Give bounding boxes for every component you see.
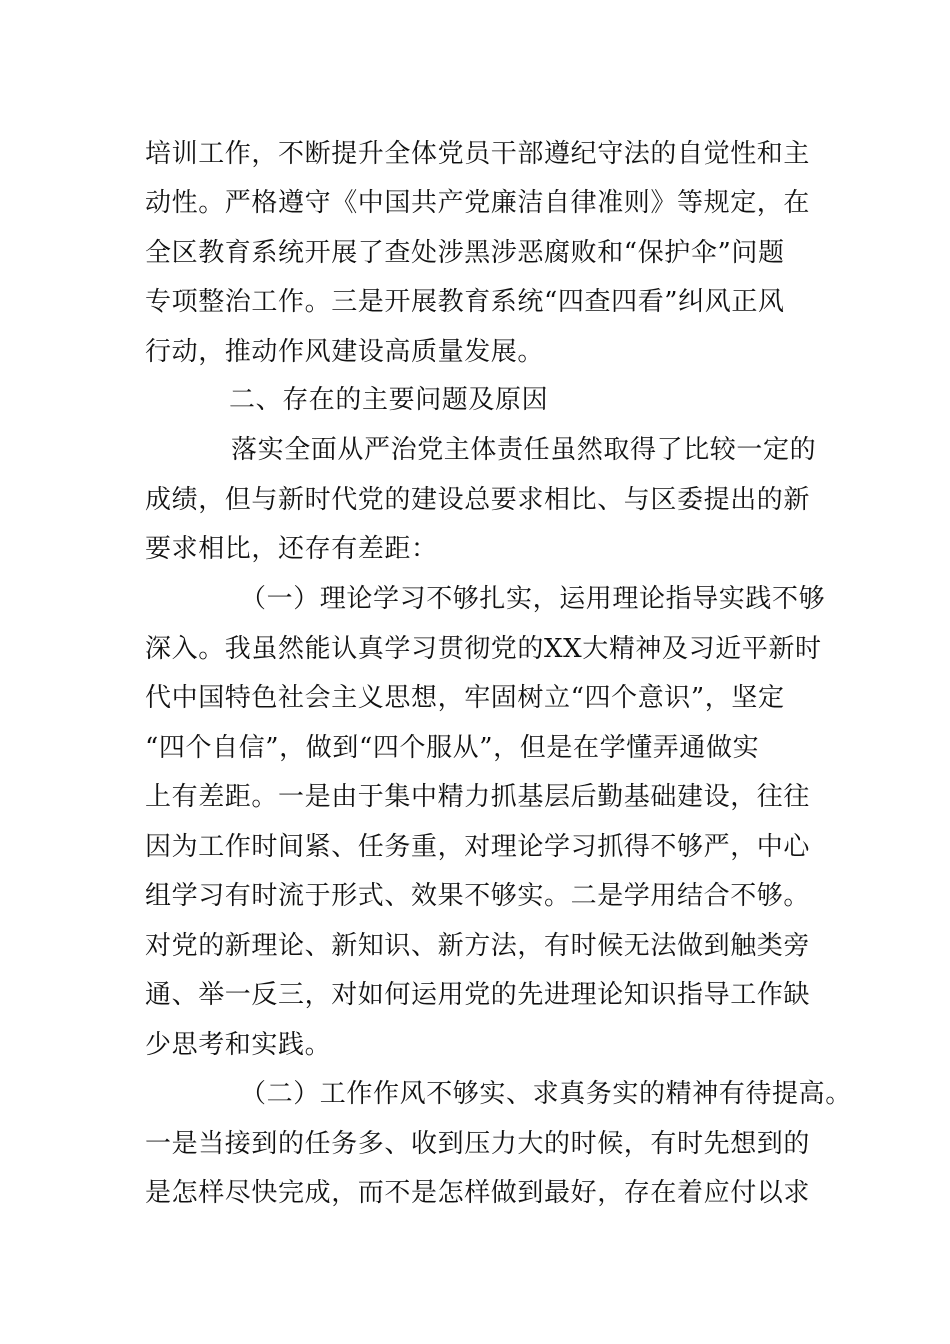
- text-line: 一是当接到的任务多、收到压力大的时候，有时先想到的: [145, 1129, 811, 1159]
- text-line: 落实全面从严治党主体责任虽然取得了比较一定的: [231, 435, 817, 465]
- text-line: 成绩，但与新时代党的建设总要求相比、与区委提出的新: [145, 485, 811, 515]
- text-line: 对党的新理论、新知识、新方法，有时候无法做到触类旁: [145, 931, 811, 961]
- section-heading: 二、存在的主要问题及原因: [229, 385, 549, 415]
- subsection-heading: （一）理论学习不够扎实，运用理论指导实践不够: [240, 584, 826, 614]
- text-line: “四个自信”，做到“四个服从”，但是在学懂弄通做实: [145, 733, 760, 763]
- text-line: 培训工作，不断提升全体党员干部遵纪守法的自觉性和主: [145, 139, 811, 169]
- text-line: 动性。严格遵守《中国共产党廉洁自律准则》等规定，在: [145, 188, 811, 218]
- subsection-heading: （二）工作作风不够实、求真务实的精神有待提高。: [240, 1079, 852, 1109]
- text-line: 代中国特色社会主义思想，牢固树立“四个意识”，坚定: [145, 683, 785, 713]
- text-line: 是怎样尽快完成，而不是怎样做到最好，存在着应付以求: [145, 1178, 811, 1208]
- text-line: 要求相比，还存有差距：: [145, 534, 438, 564]
- text-line: 通、举一反三，对如何运用党的先进理论知识指导工作缺: [145, 980, 811, 1010]
- text-line: 全区教育系统开展了查处涉黑涉恶腐败和“保护伞”问题: [145, 238, 785, 268]
- text-line: 组学习有时流于形式、效果不够实。二是学用结合不够。: [145, 881, 811, 911]
- text-line: 深入。我虽然能认真学习贯彻党的XX大精神及习近平新时: [145, 634, 822, 664]
- text-line: 少思考和实践。: [145, 1030, 332, 1060]
- text-line: 专项整治工作。三是开展教育系统“四查四看”纠风正风: [145, 287, 785, 317]
- text-line: 因为工作时间紧、任务重，对理论学习抓得不够严，中心: [145, 832, 811, 862]
- text-line: 行动，推动作风建设高质量发展。: [145, 337, 545, 367]
- text-line: 上有差距。一是由于集中精力抓基层后勤基础建设，往往: [145, 782, 811, 812]
